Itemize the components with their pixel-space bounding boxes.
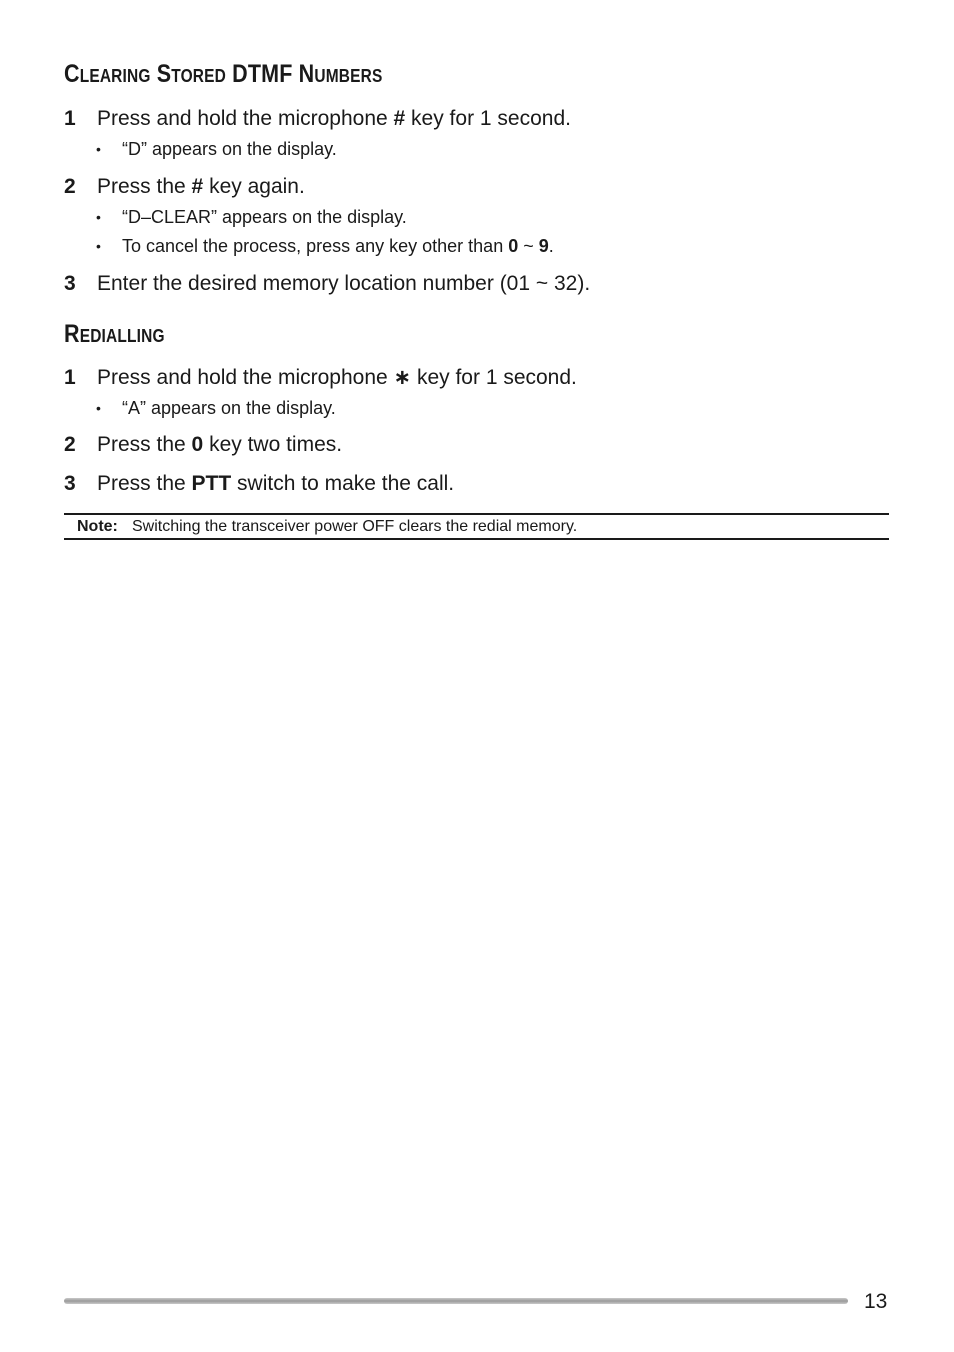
key-asterisk: ∗ <box>393 366 412 389</box>
page-number: 13 <box>864 1290 888 1313</box>
step-number: 1 <box>64 366 76 389</box>
bullet-text: “D” appears on the display. <box>122 139 337 159</box>
note-label: Note: <box>77 518 118 535</box>
section-title-redialling: Redialling <box>64 320 165 348</box>
bullet-text: “D–CLEAR” appears on the display. <box>122 207 407 227</box>
bullet-dot-icon: • <box>96 209 101 225</box>
key-hash: # <box>393 107 406 130</box>
step-text: Press and hold the microphone ∗ key for 1 second. <box>97 366 577 389</box>
step-text: Press and hold the microphone # key for 1 second. <box>97 107 571 130</box>
bullet-dot-icon: • <box>96 238 101 254</box>
key-0: 0 <box>191 433 204 456</box>
step-text: Press the # key again. <box>97 175 305 198</box>
step-number: 3 <box>64 272 76 295</box>
step-number: 2 <box>64 175 76 198</box>
step-number: 1 <box>64 107 76 130</box>
footer-divider <box>64 1298 848 1304</box>
note-box <box>64 513 889 540</box>
note-text: Switching the transceiver power OFF clears the redial memory. <box>132 518 578 535</box>
key-0: 0 <box>508 236 519 256</box>
section-title-clearing-dtmf: Clearing Stored DTMF Numbers <box>64 60 383 88</box>
step-text: Press the PTT switch to make the call. <box>97 472 455 495</box>
key-ptt: PTT <box>191 472 232 495</box>
step-number: 3 <box>64 472 76 495</box>
step-number: 2 <box>64 433 76 456</box>
key-hash: # <box>191 175 204 198</box>
step-text: Press the 0 key two times. <box>97 433 343 456</box>
step-text: Enter the desired memory location number (01 ~ 32). <box>97 272 591 295</box>
bullet-text: To cancel the process, press any key other than 0 ~ 9. <box>122 236 554 256</box>
key-9: 9 <box>538 236 549 256</box>
bullet-text: “A” appears on the display. <box>122 398 336 418</box>
bullet-dot-icon: • <box>96 141 101 157</box>
bullet-dot-icon: • <box>96 400 101 416</box>
